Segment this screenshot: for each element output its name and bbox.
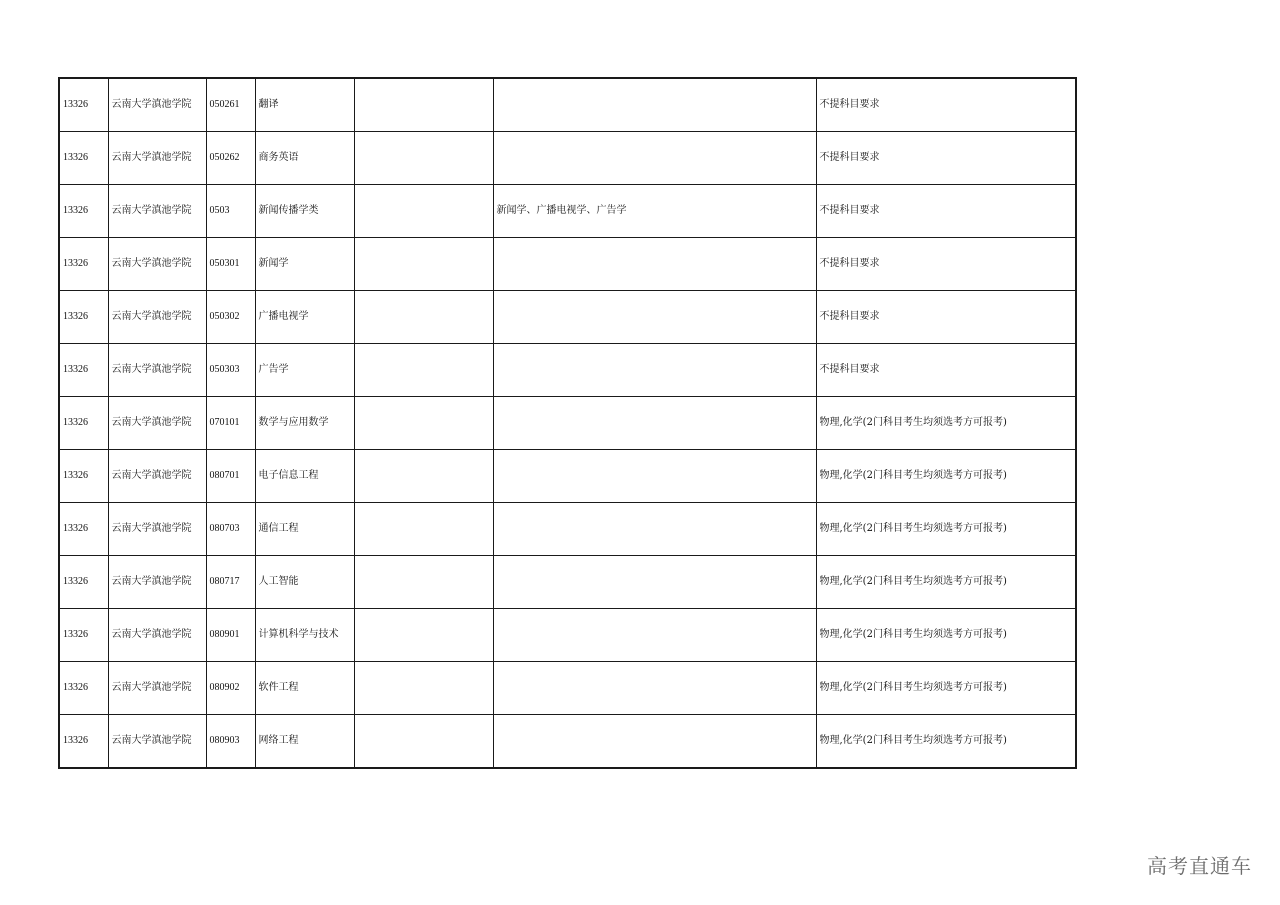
school-code-cell: 13326	[59, 397, 108, 450]
school-name-cell: 云南大学滇池学院	[108, 450, 206, 503]
table-row	[59, 344, 1076, 397]
school-code-cell: 13326	[59, 503, 108, 556]
major-name-cell: 网络工程	[255, 715, 354, 769]
major-code-cell: 050301	[206, 238, 255, 291]
major-name-cell: 通信工程	[255, 503, 354, 556]
major-name-cell: 数学与应用数学	[255, 397, 354, 450]
school-code-cell: 13326	[59, 450, 108, 503]
school-name-cell: 云南大学滇池学院	[108, 556, 206, 609]
major-code-cell: 080903	[206, 715, 255, 769]
school-name-cell: 云南大学滇池学院	[108, 185, 206, 238]
school-code-cell: 13326	[59, 185, 108, 238]
category-cell	[354, 609, 493, 662]
subject-requirement-cell: 不提科目要求	[816, 132, 1076, 185]
included-majors-cell	[493, 715, 816, 769]
category-cell	[354, 344, 493, 397]
school-code-cell: 13326	[59, 344, 108, 397]
table-row	[59, 662, 1076, 715]
school-code-cell: 13326	[59, 132, 108, 185]
school-name-cell: 云南大学滇池学院	[108, 238, 206, 291]
category-cell	[354, 662, 493, 715]
major-name-cell: 人工智能	[255, 556, 354, 609]
school-name-cell: 云南大学滇池学院	[108, 715, 206, 769]
major-code-cell: 050262	[206, 132, 255, 185]
subject-requirement-cell: 不提科目要求	[816, 344, 1076, 397]
table-row	[59, 78, 1076, 132]
category-cell	[354, 238, 493, 291]
table-row	[59, 450, 1076, 503]
category-cell	[354, 556, 493, 609]
major-name-cell: 翻译	[255, 78, 354, 132]
major-name-cell: 广告学	[255, 344, 354, 397]
school-code-cell: 13326	[59, 238, 108, 291]
subject-requirement-cell: 物理,化学(2门科目考生均须选考方可报考)	[816, 397, 1076, 450]
major-code-cell: 050261	[206, 78, 255, 132]
school-code-cell: 13326	[59, 662, 108, 715]
table-body	[59, 78, 1076, 768]
major-name-cell: 新闻传播学类	[255, 185, 354, 238]
subject-requirement-cell: 不提科目要求	[816, 185, 1076, 238]
school-name-cell: 云南大学滇池学院	[108, 397, 206, 450]
included-majors-cell	[493, 238, 816, 291]
school-name-cell: 云南大学滇池学院	[108, 291, 206, 344]
table-row	[59, 185, 1076, 238]
category-cell	[354, 450, 493, 503]
major-name-cell: 新闻学	[255, 238, 354, 291]
included-majors-cell	[493, 344, 816, 397]
major-code-cell: 070101	[206, 397, 255, 450]
subject-requirement-cell: 物理,化学(2门科目考生均须选考方可报考)	[816, 715, 1076, 769]
major-code-cell: 050302	[206, 291, 255, 344]
table-row	[59, 503, 1076, 556]
major-code-cell: 0503	[206, 185, 255, 238]
major-name-cell: 软件工程	[255, 662, 354, 715]
major-name-cell: 电子信息工程	[255, 450, 354, 503]
major-code-cell: 050303	[206, 344, 255, 397]
subject-requirement-cell: 物理,化学(2门科目考生均须选考方可报考)	[816, 609, 1076, 662]
table-row	[59, 397, 1076, 450]
major-name-cell: 广播电视学	[255, 291, 354, 344]
included-majors-cell	[493, 397, 816, 450]
school-code-cell: 13326	[59, 609, 108, 662]
category-cell	[354, 503, 493, 556]
subject-requirement-cell: 物理,化学(2门科目考生均须选考方可报考)	[816, 450, 1076, 503]
major-code-cell: 080902	[206, 662, 255, 715]
subject-requirement-cell: 不提科目要求	[816, 291, 1076, 344]
category-cell	[354, 185, 493, 238]
table-row	[59, 556, 1076, 609]
category-cell	[354, 78, 493, 132]
subject-requirement-cell: 物理,化学(2门科目考生均须选考方可报考)	[816, 556, 1076, 609]
major-code-cell: 080701	[206, 450, 255, 503]
school-code-cell: 13326	[59, 78, 108, 132]
major-name-cell: 商务英语	[255, 132, 354, 185]
table-row	[59, 132, 1076, 185]
school-name-cell: 云南大学滇池学院	[108, 78, 206, 132]
school-name-cell: 云南大学滇池学院	[108, 132, 206, 185]
subject-requirement-cell: 物理,化学(2门科目考生均须选考方可报考)	[816, 662, 1076, 715]
major-code-cell: 080901	[206, 609, 255, 662]
school-name-cell: 云南大学滇池学院	[108, 662, 206, 715]
school-code-cell: 13326	[59, 715, 108, 769]
included-majors-cell	[493, 662, 816, 715]
school-name-cell: 云南大学滇池学院	[108, 609, 206, 662]
table-row	[59, 715, 1076, 769]
included-majors-cell	[493, 609, 816, 662]
school-name-cell: 云南大学滇池学院	[108, 344, 206, 397]
category-cell	[354, 397, 493, 450]
subject-requirement-cell: 物理,化学(2门科目考生均须选考方可报考)	[816, 503, 1076, 556]
category-cell	[354, 132, 493, 185]
table-row	[59, 291, 1076, 344]
subject-requirement-cell: 不提科目要求	[816, 78, 1076, 132]
watermark-text: 高考直通车	[1147, 854, 1252, 878]
subject-requirement-cell: 不提科目要求	[816, 238, 1076, 291]
school-name-cell: 云南大学滇池学院	[108, 503, 206, 556]
included-majors-cell: 新闻学、广播电视学、广告学	[493, 185, 816, 238]
included-majors-cell	[493, 132, 816, 185]
included-majors-cell	[493, 503, 816, 556]
included-majors-cell	[493, 556, 816, 609]
category-cell	[354, 715, 493, 769]
included-majors-cell	[493, 78, 816, 132]
major-requirements-table	[58, 77, 1077, 769]
included-majors-cell	[493, 450, 816, 503]
major-name-cell: 计算机科学与技术	[255, 609, 354, 662]
table-row	[59, 238, 1076, 291]
included-majors-cell	[493, 291, 816, 344]
school-code-cell: 13326	[59, 556, 108, 609]
school-code-cell: 13326	[59, 291, 108, 344]
major-code-cell: 080703	[206, 503, 255, 556]
major-code-cell: 080717	[206, 556, 255, 609]
category-cell	[354, 291, 493, 344]
table-row	[59, 609, 1076, 662]
